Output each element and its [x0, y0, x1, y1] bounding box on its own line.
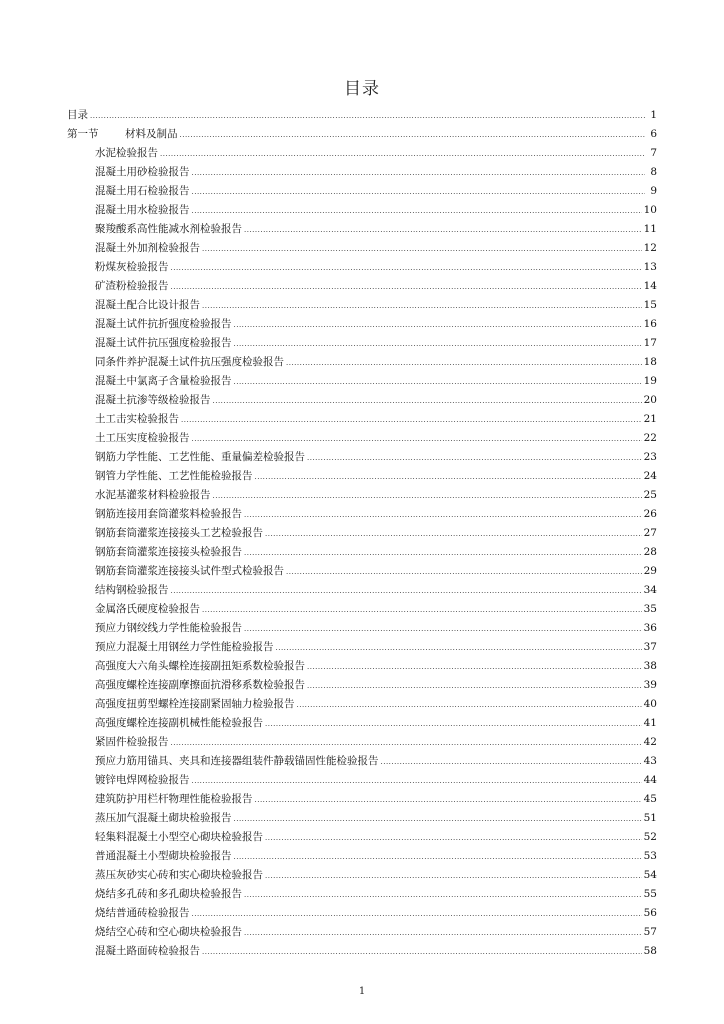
toc-entry-page-number: 20	[643, 394, 657, 406]
toc-entry[interactable]	[67, 809, 657, 828]
toc-dot-leader	[192, 182, 646, 202]
toc-dot-leader	[244, 923, 642, 943]
toc-entry[interactable]	[67, 239, 657, 258]
toc-entry-label: 蒸压灰砂实心砖和实心砌块检验报告	[95, 869, 263, 881]
toc-entry[interactable]	[67, 334, 657, 353]
toc-entry[interactable]	[67, 942, 657, 961]
toc-entry-page-number: 19	[643, 375, 657, 387]
toc-dot-leader	[192, 429, 642, 449]
toc-entry-label: 混凝土路面砖检验报告	[95, 945, 200, 957]
toc-entry-label: 预应力钢绞线力学性能检验报告	[95, 622, 242, 634]
toc-dot-leader	[276, 638, 642, 658]
toc-entry[interactable]	[67, 657, 657, 676]
toc-entry-page-number: 22	[643, 432, 657, 444]
toc-entry-label: 土工压实度检验报告	[95, 432, 190, 444]
toc-dot-leader	[171, 258, 642, 278]
toc-entry[interactable]	[67, 524, 657, 543]
toc-entry-page-number: 37	[643, 641, 657, 653]
toc-entry-label: 混凝土用水检验报告	[95, 204, 190, 216]
toc-entry-page-number: 1	[650, 109, 657, 121]
toc-dot-leader	[180, 125, 646, 145]
toc-entry-label: 烧结空心砖和空心砌块检验报告	[95, 926, 242, 938]
toc-entry-page-number: 13	[643, 261, 657, 273]
toc-entry-page-number: 26	[643, 508, 657, 520]
toc-dot-leader	[160, 144, 645, 164]
toc-entry-page-number: 35	[643, 603, 657, 615]
toc-entry-page-number: 18	[643, 356, 657, 368]
toc-entry-label: 混凝土外加剂检验报告	[95, 242, 200, 254]
toc-entry-label: 钢筋套筒灌浆连接接头试件型式检验报告	[95, 565, 284, 577]
toc-entry[interactable]	[67, 695, 657, 714]
page-number-footer: 1	[358, 986, 366, 997]
toc-entry-label: 轻集料混凝土小型空心砌块检验报告	[95, 831, 263, 843]
toc-entry-label: 土工击实检验报告	[95, 413, 179, 425]
toc-entry[interactable]	[67, 296, 657, 315]
toc-dot-leader	[244, 543, 642, 563]
toc-entry[interactable]	[67, 676, 657, 695]
toc-entry[interactable]	[67, 448, 657, 467]
toc-entry-label: 混凝土试件抗折强度检验报告	[95, 318, 232, 330]
toc-entry-label: 钢筋套筒灌浆连接接头工艺检验报告	[95, 527, 263, 539]
toc-entry-page-number: 11	[643, 223, 657, 235]
toc-entry-label: 预应力混凝土用钢丝力学性能检验报告	[95, 641, 274, 653]
toc-entry-page-number: 54	[643, 869, 657, 881]
toc-dot-leader	[181, 410, 642, 430]
toc-dot-leader	[297, 695, 642, 715]
toc-entry-label: 镀锌电焊网检验报告	[95, 774, 190, 786]
toc-entry-page-number: 24	[643, 470, 657, 482]
toc-entry-label: 混凝土抗渗等级检验报告	[95, 394, 211, 406]
toc-entry[interactable]	[67, 410, 657, 429]
toc-entry[interactable]	[67, 163, 657, 182]
toc-entry[interactable]	[67, 467, 657, 486]
toc-entry-page-number: 43	[643, 755, 657, 767]
toc-entry-page-number: 6	[650, 128, 657, 140]
toc-entry-page-number: 23	[643, 451, 657, 463]
toc-dot-leader	[90, 106, 645, 126]
toc-entry[interactable]	[67, 714, 657, 733]
toc-entry[interactable]	[67, 220, 657, 239]
toc-entry-label: 混凝土中氯离子含量检验报告	[95, 375, 232, 387]
toc-dot-leader	[202, 600, 642, 620]
toc-dot-leader	[202, 296, 642, 316]
toc-dot-leader	[213, 486, 642, 506]
toc-entry-label: 高强度螺栓连接副摩擦面抗滑移系数检验报告	[95, 679, 305, 691]
toc-dot-leader	[381, 752, 642, 772]
toc-entry-page-number: 9	[650, 185, 657, 197]
toc-dot-leader	[244, 885, 642, 905]
toc-entry-label: 钢筋套筒灌浆连接接头检验报告	[95, 546, 242, 558]
toc-entry-label: 烧结多孔砖和多孔砌块检验报告	[95, 888, 242, 900]
toc-dot-leader	[255, 790, 642, 810]
toc-entry-label: 烧结普通砖检验报告	[95, 907, 190, 919]
toc-entry[interactable]	[67, 353, 657, 372]
toc-dot-leader	[244, 619, 642, 639]
toc-entry-page-number: 51	[643, 812, 657, 824]
toc-entry-label: 钢管力学性能、工艺性能检验报告	[95, 470, 253, 482]
toc-dot-leader	[307, 448, 642, 468]
toc-entry[interactable]	[67, 885, 657, 904]
toc-entry-page-number: 55	[643, 888, 657, 900]
toc-dot-leader	[171, 581, 642, 601]
toc-entry-label: 混凝土用石检验报告	[95, 185, 190, 197]
toc-entry[interactable]	[67, 543, 657, 562]
toc-entry[interactable]	[67, 771, 657, 790]
toc-dot-leader	[202, 942, 642, 962]
toc-entry-page-number: 42	[643, 736, 657, 748]
toc-entry-label: 水泥检验报告	[95, 147, 158, 159]
toc-entry-page-number: 56	[643, 907, 657, 919]
toc-dot-leader	[192, 163, 646, 183]
toc-entry-page-number: 25	[643, 489, 657, 501]
toc-dot-leader	[265, 866, 642, 886]
table-of-contents	[67, 106, 657, 961]
toc-entry-page-number: 15	[643, 299, 657, 311]
toc-entry-page-number: 27	[643, 527, 657, 539]
toc-entry-label: 同条件养护混凝土试件抗压强度检验报告	[95, 356, 284, 368]
toc-entry-label: 钢筋连接用套筒灌浆料检验报告	[95, 508, 242, 520]
toc-dot-leader	[234, 334, 642, 354]
toc-entry[interactable]	[67, 638, 657, 657]
toc-entry[interactable]	[67, 847, 657, 866]
toc-dot-leader	[213, 391, 642, 411]
toc-dot-leader	[234, 372, 642, 392]
toc-entry[interactable]	[67, 866, 657, 885]
toc-entry-label: 水泥基灌浆材料检验报告	[95, 489, 211, 501]
toc-entry[interactable]	[67, 372, 657, 391]
toc-entry[interactable]	[67, 505, 657, 524]
toc-entry-label: 矿渣粉检验报告	[95, 280, 169, 292]
toc-entry[interactable]	[67, 733, 657, 752]
toc-entry-label: 高强度螺栓连接副机械性能检验报告	[95, 717, 263, 729]
toc-entry[interactable]	[67, 182, 657, 201]
toc-entry-label: 金属洛氏硬度检验报告	[95, 603, 200, 615]
toc-entry-page-number: 57	[643, 926, 657, 938]
toc-entry[interactable]	[67, 486, 657, 505]
toc-entry[interactable]	[67, 619, 657, 638]
toc-entry[interactable]	[67, 429, 657, 448]
toc-entry-label: 高强度大六角头螺栓连接副扭矩系数检验报告	[95, 660, 305, 672]
toc-entry-label: 粉煤灰检验报告	[95, 261, 169, 273]
toc-entry-page-number: 53	[643, 850, 657, 862]
toc-entry-page-number: 39	[643, 679, 657, 691]
toc-entry[interactable]	[67, 106, 657, 125]
toc-entry-label: 聚羧酸系高性能减水剂检验报告	[95, 223, 242, 235]
toc-entry[interactable]	[67, 923, 657, 942]
toc-dot-leader	[234, 315, 642, 335]
toc-entry-page-number: 28	[643, 546, 657, 558]
toc-entry[interactable]	[67, 277, 657, 296]
toc-entry-label: 预应力筋用锚具、夹具和连接器组装件静载锚固性能检验报告	[95, 755, 379, 767]
page-title: 目录	[344, 79, 380, 99]
toc-dot-leader	[307, 657, 642, 677]
toc-entry-label: 紧固件检验报告	[95, 736, 169, 748]
toc-entry-page-number: 44	[643, 774, 657, 786]
toc-entry[interactable]	[67, 391, 657, 410]
toc-dot-leader	[265, 828, 642, 848]
toc-entry[interactable]	[67, 258, 657, 277]
toc-dot-leader	[265, 524, 642, 544]
toc-entry-label: 建筑防护用栏杆物理性能检验报告	[95, 793, 253, 805]
toc-dot-leader	[255, 467, 642, 487]
toc-dot-leader	[202, 239, 642, 259]
toc-entry[interactable]	[67, 562, 657, 581]
toc-entry-section-number: 第一节	[67, 128, 99, 140]
toc-entry-page-number: 58	[643, 945, 657, 957]
toc-entry[interactable]	[67, 315, 657, 334]
toc-entry-label: 钢筋力学性能、工艺性能、重量偏差检验报告	[95, 451, 305, 463]
toc-dot-leader	[192, 201, 642, 221]
toc-entry-label: 蒸压加气混凝土砌块检验报告	[95, 812, 232, 824]
toc-entry-page-number: 17	[643, 337, 657, 349]
toc-entry-page-number: 29	[643, 565, 657, 577]
toc-entry-page-number: 38	[643, 660, 657, 672]
toc-entry-page-number: 8	[650, 166, 657, 178]
toc-dot-leader	[286, 562, 642, 582]
toc-dot-leader	[192, 904, 642, 924]
toc-entry-page-number: 12	[643, 242, 657, 254]
toc-entry-page-number: 34	[643, 584, 657, 596]
toc-dot-leader	[171, 277, 642, 297]
toc-entry-page-number: 14	[643, 280, 657, 292]
toc-entry-label: 材料及制品	[125, 128, 178, 140]
toc-entry[interactable]	[67, 752, 657, 771]
toc-dot-leader	[244, 220, 642, 240]
toc-dot-leader	[171, 733, 642, 753]
toc-entry-page-number: 7	[650, 147, 657, 159]
toc-entry-label: 结构钢检验报告	[95, 584, 169, 596]
toc-entry-page-number: 41	[643, 717, 657, 729]
toc-entry[interactable]	[67, 125, 657, 144]
toc-entry-label: 普通混凝土小型砌块检验报告	[95, 850, 232, 862]
toc-entry-label: 目录	[67, 109, 88, 121]
toc-entry[interactable]	[67, 828, 657, 847]
toc-entry[interactable]	[67, 600, 657, 619]
toc-entry-page-number: 36	[643, 622, 657, 634]
toc-entry[interactable]	[67, 201, 657, 220]
toc-entry-label: 混凝土试件抗压强度检验报告	[95, 337, 232, 349]
toc-dot-leader	[265, 714, 642, 734]
toc-entry[interactable]	[67, 144, 657, 163]
toc-dot-leader	[234, 809, 642, 829]
toc-entry-page-number: 21	[643, 413, 657, 425]
toc-entry-page-number: 16	[643, 318, 657, 330]
toc-entry-page-number: 10	[643, 204, 657, 216]
toc-entry-label: 混凝土用砂检验报告	[95, 166, 190, 178]
toc-entry-page-number: 52	[643, 831, 657, 843]
toc-entry[interactable]	[67, 790, 657, 809]
toc-dot-leader	[286, 353, 642, 373]
toc-dot-leader	[192, 771, 642, 791]
toc-dot-leader	[244, 505, 642, 525]
toc-dot-leader	[234, 847, 642, 867]
toc-dot-leader	[307, 676, 642, 696]
toc-entry[interactable]	[67, 904, 657, 923]
toc-entry[interactable]	[67, 581, 657, 600]
toc-entry-page-number: 40	[643, 698, 657, 710]
toc-entry-page-number: 45	[643, 793, 657, 805]
toc-entry-label: 混凝土配合比设计报告	[95, 299, 200, 311]
toc-entry-label: 高强度扭剪型螺栓连接副紧固轴力检验报告	[95, 698, 295, 710]
